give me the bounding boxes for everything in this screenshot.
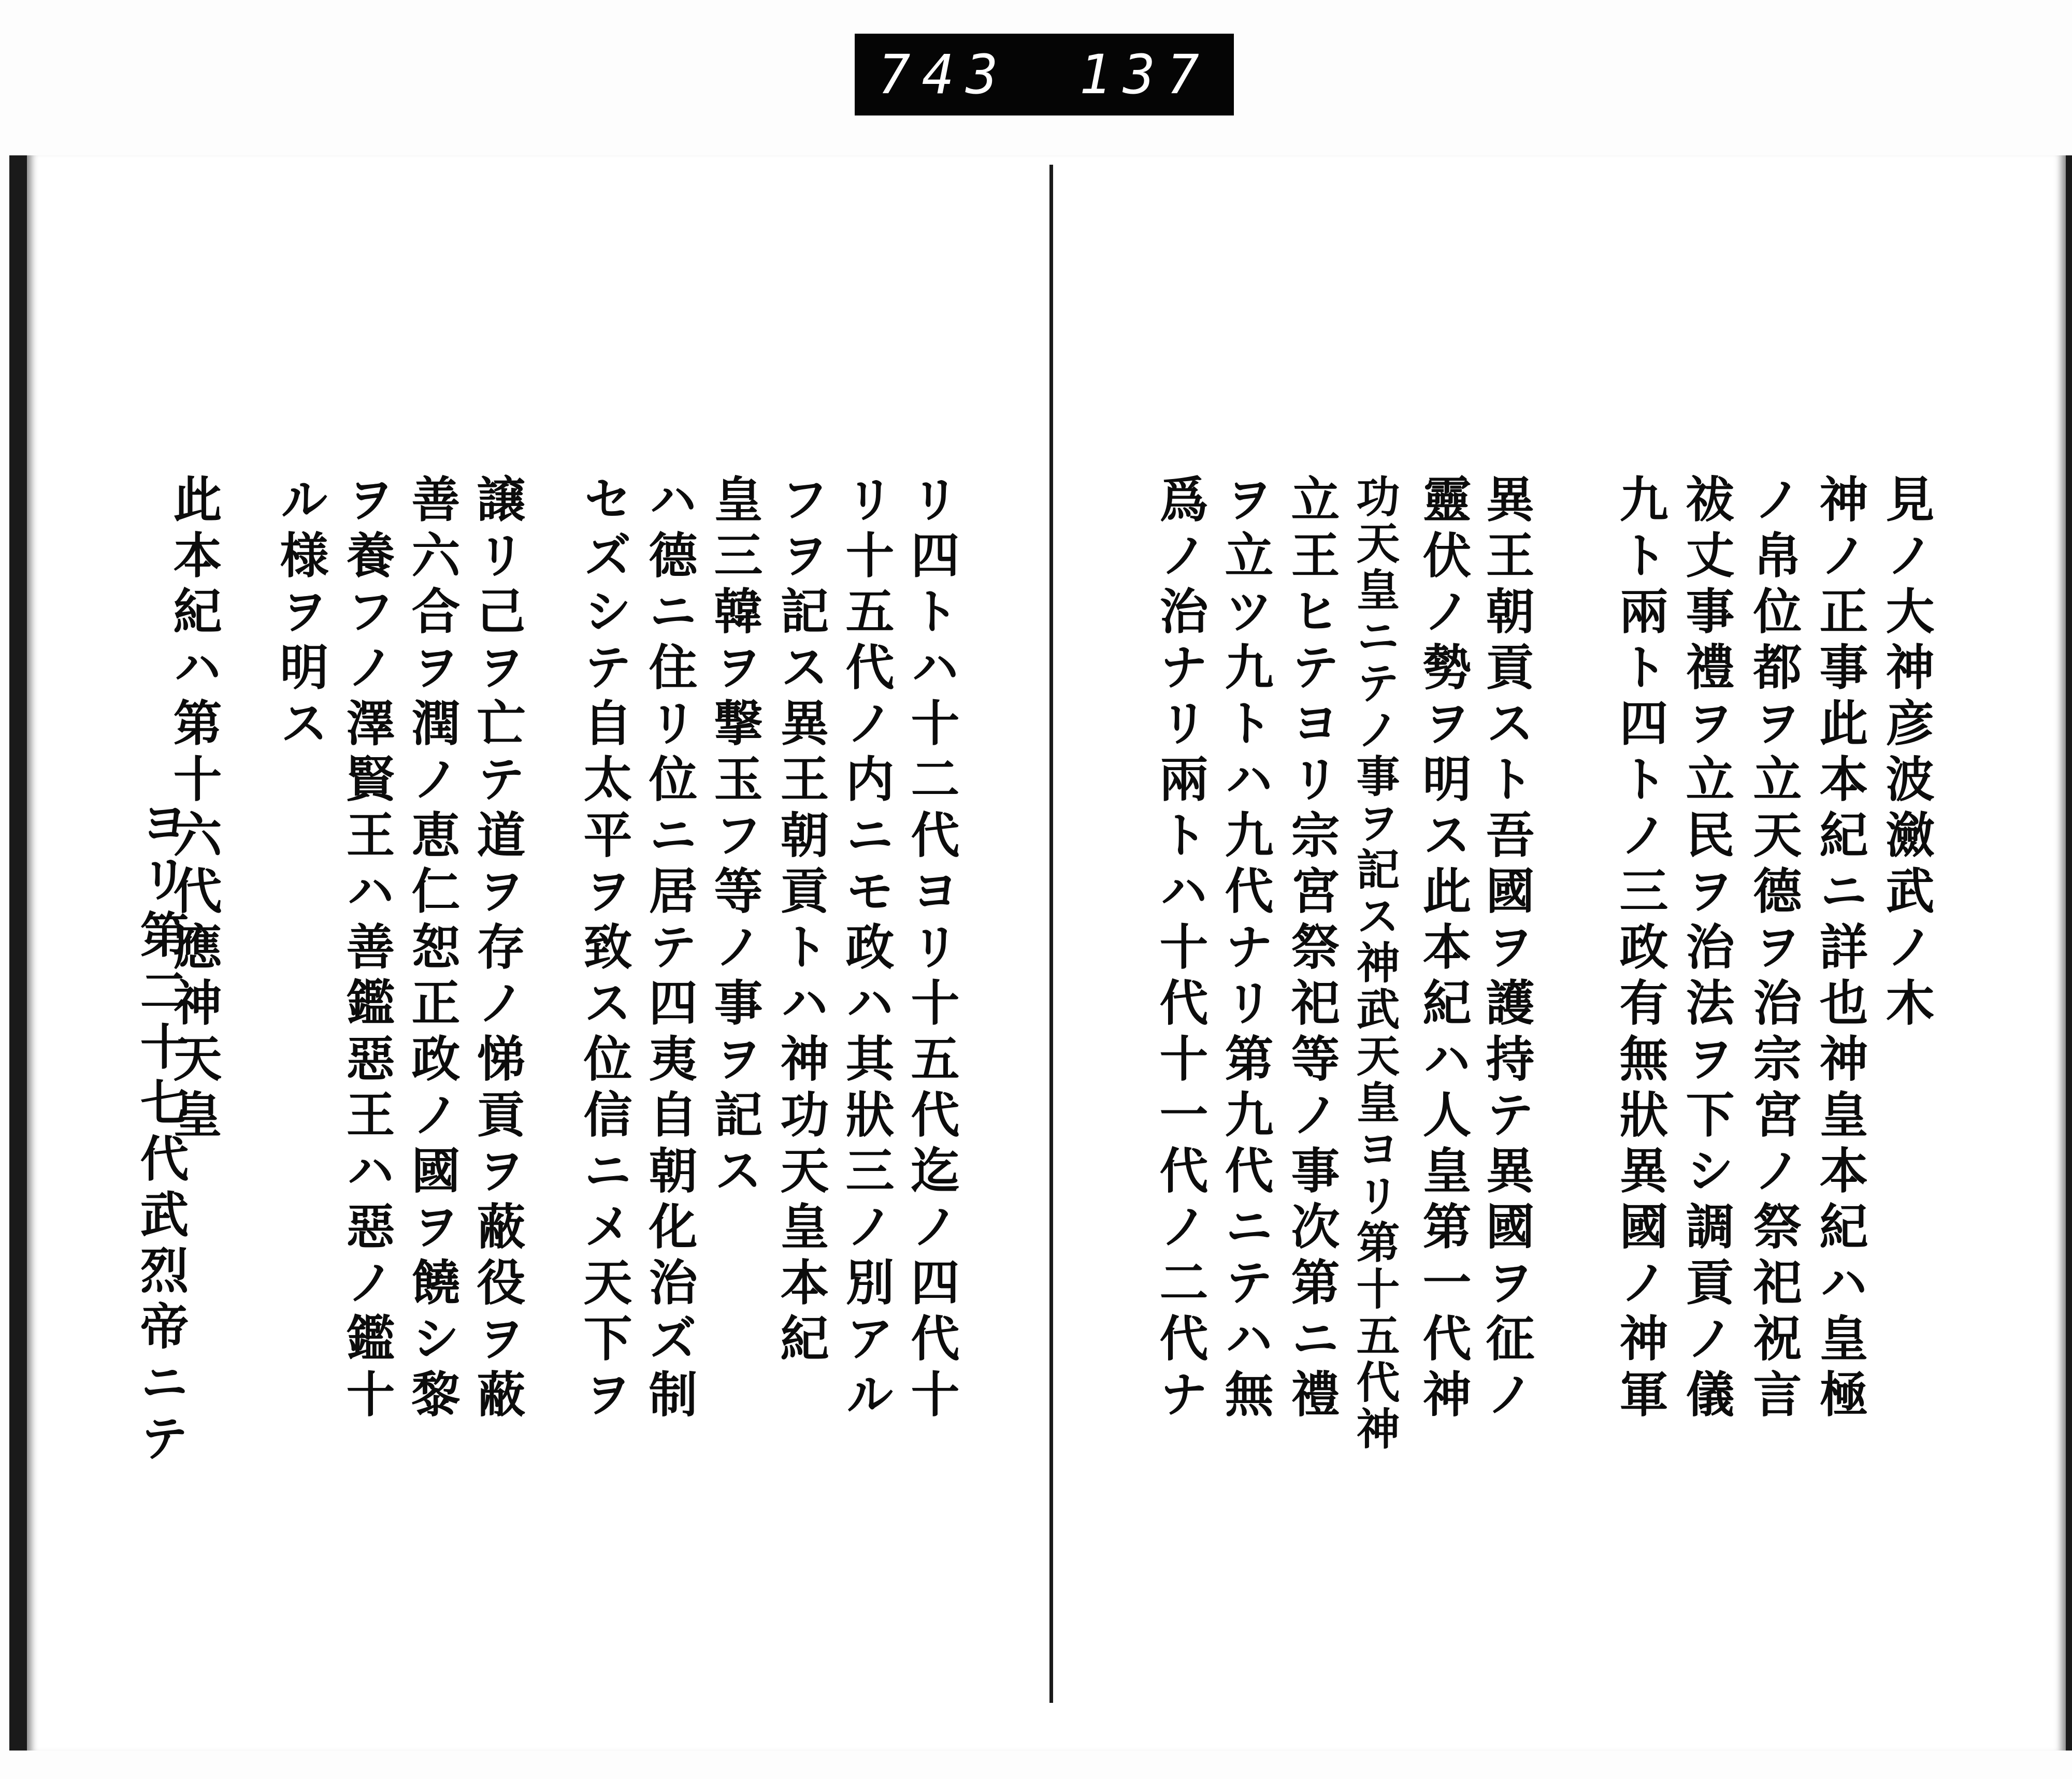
right-column-1: 見ノ大神彦波瀲武ノ木: [1877, 474, 1934, 1033]
left-column-8: 善六合ヲ潤ノ恵仁恕正政ノ國ヲ饒シ黎: [403, 474, 460, 1425]
left-column-12: ヨリ第二十七代武烈帝ニテ: [132, 798, 189, 1469]
left-column-2: リ十五代ノ内ニモ政ハ其狀三ノ別アル: [837, 474, 894, 1425]
right-column-6: 異王朝貢スト吾國ヲ護持テ異國ヲ征ノ: [1477, 474, 1534, 1425]
right-column-7: 靈伏ノ勢ヲ明ス此本紀ハ人皇第一代神: [1414, 474, 1471, 1425]
frame-number-right: 137: [1079, 43, 1211, 106]
book-gutter: [1049, 165, 1053, 1703]
left-column-7: 譲リ己ヲ亡テ道ヲ存ノ悌貢ヲ蔽役ヲ蔽: [468, 474, 525, 1425]
left-column-11: 此本紀ハ第十六代應神天皇: [165, 474, 222, 1145]
left-column-9: ヲ養フノ澤賢王ハ善鑑惡王ハ惡ノ鑑十: [338, 474, 395, 1425]
right-column-9: 立王ヒテヨリ宗宮祭祀等ノ事次第ニ禮: [1283, 474, 1340, 1425]
left-column-5: ハ德ニ住リ位ニ居テ四夷自朝化治ズ制: [640, 474, 697, 1425]
right-column-3: ノ帛位都ヲ立天德ヲ治宗宮ノ祭祀祝言: [1745, 474, 1802, 1425]
right-column-10: ヲ立ツ九トハ九代ナリ第九代ニテハ無: [1216, 474, 1273, 1425]
frame-number-label: [855, 34, 1234, 115]
left-column-4: 皇三韓ヲ撃玉フ等ノ事ヲ記ス: [706, 474, 762, 1201]
right-column-8: 功天皇ニテノ事ヲ記ス神武天皇ヨリ第十五代神: [1349, 474, 1401, 1453]
right-column-11: 爲ノ治ナリ兩トハ十代十一代ノ二代ナ: [1151, 474, 1208, 1425]
right-column-2: 神ノ正事此本紀ニ詳也神皇本紀ハ皇極: [1811, 474, 1868, 1425]
left-column-6: セズシテ自太平ヲ致ス位信ニメ天下ヲ: [575, 474, 632, 1425]
right-column-5: 九ト兩ト四トノ三政有無狀異國ノ神軍: [1611, 474, 1668, 1425]
left-column-1: リ四トハ十二代ヨリ十五代迄ノ四代十: [902, 474, 959, 1425]
frame-number-left: 743: [878, 43, 1010, 106]
left-column-10: ル様ヲ明ス: [271, 474, 328, 754]
left-column-3: フヲ記ス異王朝貢トハ神功天皇本紀: [772, 474, 829, 1369]
right-column-4: 祓丈事禮ヲ立民ヲ治法ヲ下シ調貢ノ儀: [1677, 474, 1734, 1425]
